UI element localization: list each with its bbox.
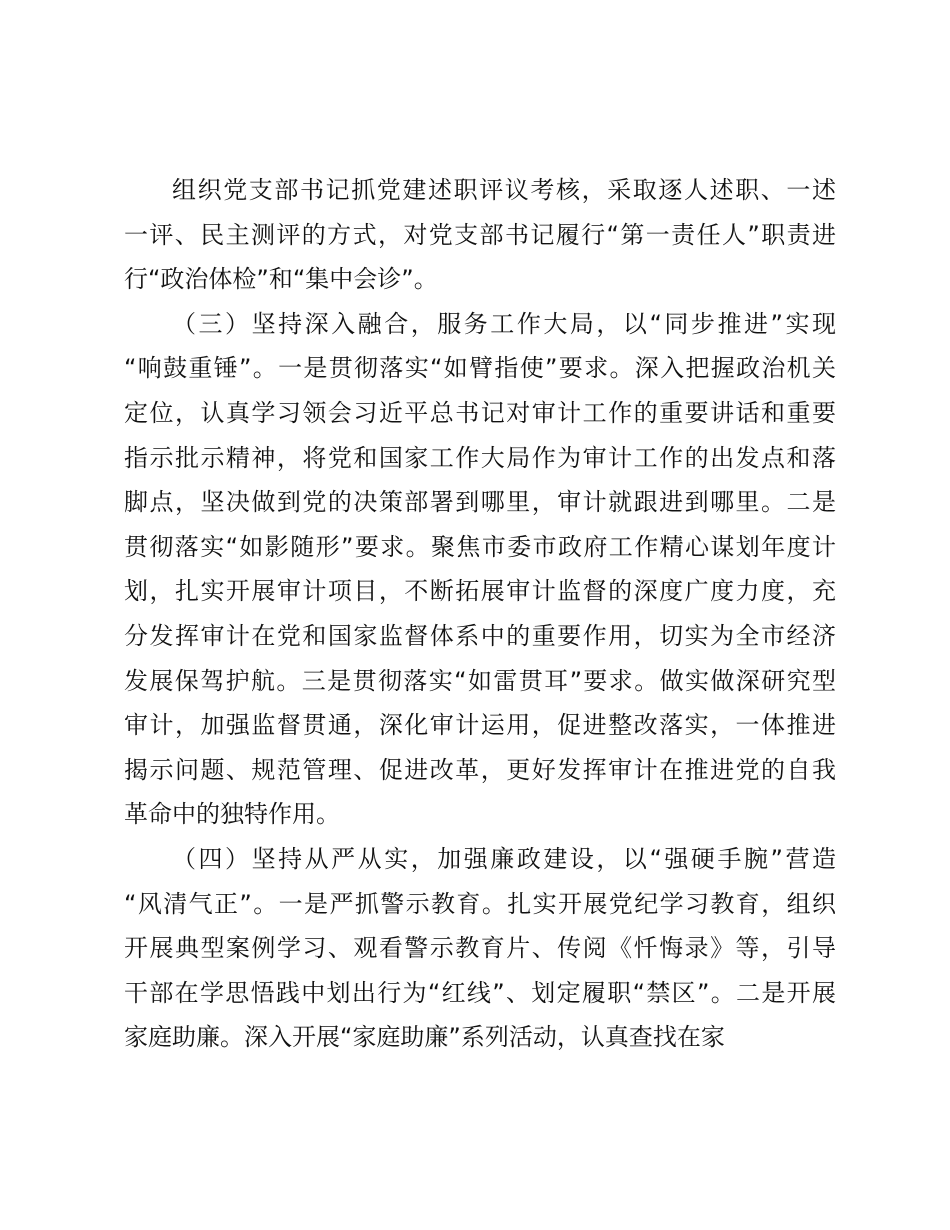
text-line: 划，扎实开展审计项目，不断拓展审计监督的深度广度力度，充 [124, 577, 836, 606]
text-line: 指示批示精神，将党和国家工作大局作为审计工作的出发点和落 [124, 443, 836, 472]
text-line: “响鼓重锤”。一是贯彻落实“如臂指使”要求。深入把握政治机关 [124, 354, 836, 383]
text-line: 组织党支部书记抓党建述职评议考核，采取逐人述职、一述 [172, 176, 836, 204]
text-line: 行“政治体检”和“集中会诊”。 [124, 265, 438, 294]
text-line: “风清气正”。一是严抓警示教育。扎实开展党纪学习教育，组织 [124, 889, 836, 918]
text-line: 分发挥审计在党和国家监督体系中的重要作用，切实为全市经济 [124, 621, 836, 650]
paragraph-party-branch-review [124, 168, 836, 302]
text-line: 革命中的独特作用。 [124, 800, 340, 829]
text-line: 开展典型案例学习、观看警示教育片、传阅《忏悔录》等，引导 [124, 934, 836, 963]
text-line: 定位，认真学习领会习近平总书记对审计工作的重要讲话和重要 [124, 398, 836, 427]
text-line: 干部在学思悟践中划出行为“红线”、划定履职“禁区”。二是开展 [124, 978, 836, 1007]
text-line: 家庭助廉。深入开展“家庭助廉”系列活动，认真查找在家 [124, 1023, 725, 1052]
text-line: 一评、民主测评的方式，对党支部书记履行“第一责任人”职责进 [124, 220, 836, 249]
text-line: 揭示问题、规范管理、促进改革，更好发挥审计在推进党的自我 [124, 755, 836, 784]
section-four-heading-line: （四）坚持从严从实，加强廉政建设，以“强硬手腕”营造 [172, 844, 836, 873]
text-line: 发展保驾护航。三是贯彻落实“如雷贯耳”要求。做实做深研究型 [124, 666, 836, 695]
paragraph-section-four [124, 837, 836, 1060]
section-three-heading-line: （三）坚持深入融合，服务工作大局，以“同步推进”实现 [172, 309, 836, 338]
text-line: 贯彻落实“如影随形”要求。聚焦市委市政府工作精心谋划年度计 [124, 532, 836, 561]
document-body [124, 168, 836, 1060]
text-line: 审计，加强监督贯通，深化审计运用，促进整改落实，一体推进 [124, 711, 836, 740]
paragraph-section-three [124, 302, 836, 837]
text-line: 脚点，坚决做到党的决策部署到哪里，审计就跟进到哪里。二是 [124, 488, 836, 517]
